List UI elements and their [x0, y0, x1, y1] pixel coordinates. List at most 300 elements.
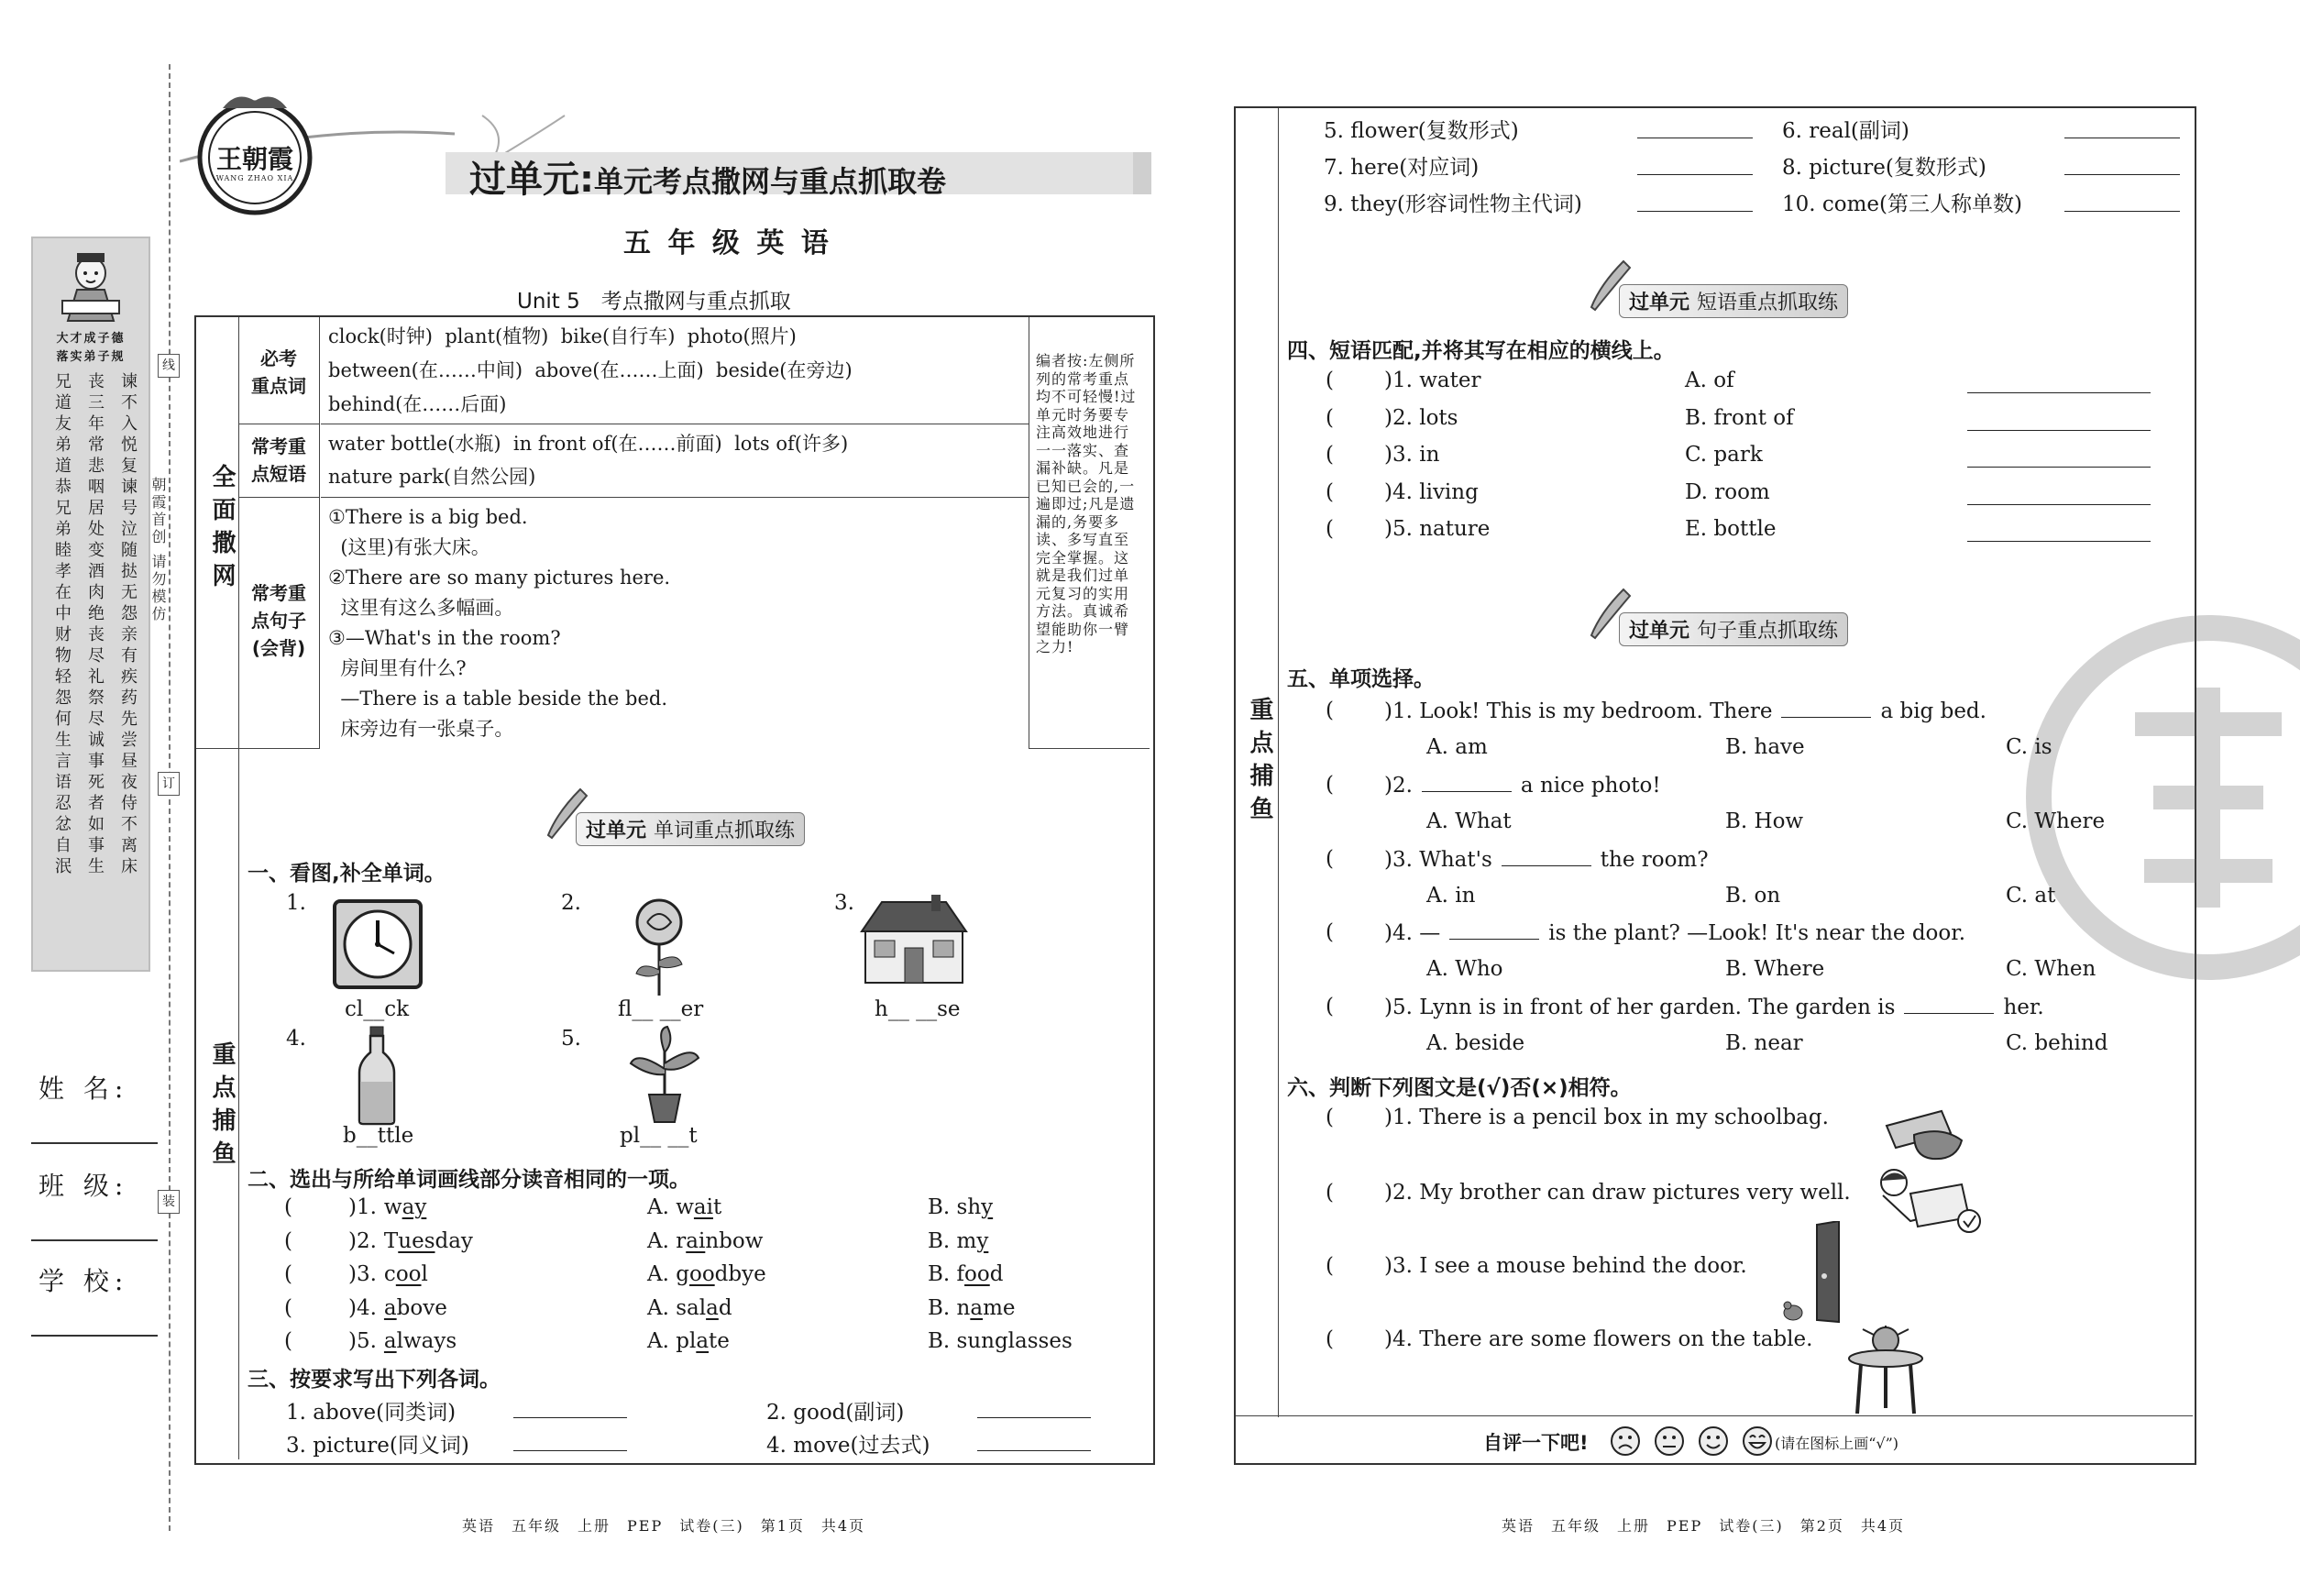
poem-char: 年 [88, 414, 105, 434]
s3-cont-item: 5. flower(复数形式) [1324, 119, 1519, 143]
s5-answer-slot[interactable] [1338, 773, 1381, 800]
cat-label-sentences: 常考重 点句子 (会背) [251, 582, 306, 659]
paren-open: ( [1326, 1327, 1334, 1351]
s5-option-c: C. behind [2006, 1031, 2108, 1056]
poem-char: 疾 [121, 667, 138, 687]
paren-open: ( [1326, 405, 1334, 430]
schoolbag-pencil-box-icon [1877, 1107, 1969, 1162]
s5-stem-post: a nice photo! [1520, 773, 1661, 798]
s4-option: C. park [1685, 443, 1763, 467]
s2-opt-a-post: d [718, 1295, 732, 1320]
s4-write-line[interactable] [1967, 430, 2151, 431]
s6-statement: )1. There is a pencil box in my schoolbag. [1384, 1106, 1829, 1129]
s3-cont-item: 8. picture(复数形式) [1782, 156, 1986, 180]
poem-char: 语 [55, 773, 72, 792]
s1-word: pl__ __t [620, 1124, 698, 1148]
s5-blank[interactable] [1422, 773, 1512, 792]
s5-stem-post: the room? [1600, 847, 1709, 872]
s4-row [1326, 369, 2151, 400]
s4-title: 四、短语匹配,并将其写在相应的横线上。 [1287, 339, 1675, 363]
poem-char: 不 [121, 393, 138, 413]
s1-word: h__ __se [875, 997, 961, 1021]
s2-word-pre: T [383, 1228, 399, 1253]
house-icon [854, 895, 974, 986]
poem-char: 怨 [121, 604, 138, 623]
neutral-face-icon[interactable] [1654, 1425, 1685, 1457]
poem-char: 友 [55, 414, 72, 434]
poem-char: 中 [55, 604, 72, 623]
s6-question [1326, 1327, 1876, 1359]
paren-open: ( [1326, 995, 1334, 1019]
s5-option-c: C. at [2006, 883, 2056, 908]
s5-option-b: B. on [1725, 883, 1781, 908]
s2-num: )1. [348, 1195, 377, 1219]
paren-open: ( [1326, 772, 1334, 797]
s2-word-underline: a [383, 1295, 397, 1320]
paren-open: ( [284, 1228, 292, 1253]
s6-answer-slot[interactable] [1338, 1327, 1381, 1355]
side-poem-panel [31, 237, 150, 972]
page-title [469, 150, 946, 203]
s2-opt-a-post: t [713, 1195, 722, 1219]
poem-char: 孝 [55, 562, 72, 581]
s6-answer-slot[interactable] [1338, 1254, 1381, 1282]
s4-option: D. room [1685, 479, 1770, 504]
poem-char: 夜 [121, 773, 138, 792]
poem-char: 自 [55, 836, 72, 855]
clock-icon [332, 898, 424, 990]
s2-opt-b-post: me [983, 1295, 1016, 1320]
s3-answer-10[interactable] [2064, 211, 2180, 212]
s2-answer-slot[interactable] [297, 1195, 341, 1223]
paren-open: ( [1326, 369, 1334, 392]
poem-char: 尝 [121, 731, 138, 750]
poem-char: 弟 [55, 435, 72, 455]
unit-title: Unit 5 考点撒网与重点抓取 [517, 290, 791, 314]
s2-answer-slot[interactable] [297, 1329, 341, 1357]
s1-num: 4. [286, 1027, 306, 1051]
s3-answer-2[interactable] [977, 1417, 1091, 1418]
s4-item: )4. living [1384, 479, 1479, 504]
s2-opt-a-underline: ai [686, 1228, 706, 1253]
brand-logo-text: 王朝霞 [215, 144, 293, 174]
poem-char: 丧 [88, 625, 105, 644]
poem-char: 悦 [121, 435, 138, 455]
s3-answer-7[interactable] [1637, 174, 1753, 175]
s1-num: 2. [561, 891, 581, 915]
s2-word-underline: oo [395, 1262, 422, 1286]
poem-char: 尽 [88, 710, 105, 729]
s2-num: )3. [348, 1262, 377, 1286]
s3-cont-item: 7. here(对应词) [1324, 156, 1480, 180]
s2-row [284, 1262, 1109, 1293]
s5-blank[interactable] [1781, 699, 1871, 718]
motto-line-1: 大才成子德 [56, 332, 126, 346]
s2-word [348, 1195, 426, 1219]
words-line-1: clock(时钟) plant(植物) bike(自行车) photo(照片) [328, 325, 797, 347]
s2-opt-a-pre: A. w [647, 1195, 694, 1219]
s2-option-a [647, 1229, 763, 1253]
paren-open: ( [1326, 443, 1334, 467]
poem-char: 忍 [55, 794, 72, 813]
s2-opt-b-pre: B. sh [928, 1195, 982, 1219]
s2-option-b [928, 1229, 988, 1253]
s2-opt-a-post: te [709, 1329, 730, 1353]
p2-banner2-main: 过单元 [1629, 292, 1690, 314]
s5-stem-post: her. [2003, 996, 2044, 1020]
paren-open: ( [284, 1195, 292, 1219]
phrases-line-2: nature park(自然公园) [328, 466, 536, 488]
s2-opt-a-underline: ai [693, 1195, 713, 1219]
s2-word-post: bove [396, 1295, 447, 1320]
s2-num: )2. [348, 1228, 377, 1253]
brand-logo-sub: WANG ZHAO XIA [215, 174, 294, 182]
p2-banner3-box [1619, 612, 1848, 646]
poem-char: 礼 [88, 667, 105, 687]
seal-bot: 装 [158, 1190, 180, 1214]
s5-option-c: C. Where [2006, 809, 2106, 833]
s4-item: )1. water [1384, 369, 1481, 392]
self-eval-label: 自评一下吧! [1483, 1432, 1589, 1454]
title-colon: : [579, 159, 594, 201]
s3-title: 三、按要求写出下列各词。 [248, 1368, 501, 1392]
s5-answer-slot[interactable] [1338, 920, 1381, 948]
s2-opt-b-pre: B. f [928, 1262, 965, 1286]
s2-option-a [647, 1195, 721, 1219]
s2-word [348, 1296, 447, 1320]
poem-char: 药 [121, 688, 138, 708]
s2-opt-a-post: nbow [705, 1228, 764, 1253]
s1-num: 1. [286, 891, 306, 915]
s4-answer-slot[interactable] [1338, 406, 1381, 434]
s6-title: 六、判断下列图文是(√)否(×)相符。 [1287, 1076, 1632, 1100]
seal-mid: 订 [158, 772, 180, 796]
phrases-line-1: water bottle(水瓶) in front of(在……前面) lots of(许多) [328, 433, 849, 455]
s5-stem [1384, 995, 2044, 1019]
s2-word [348, 1329, 457, 1353]
s5-question [1326, 699, 2169, 768]
s3-item: 4. move(过去式) [766, 1434, 930, 1458]
s6-answer-slot[interactable] [1338, 1181, 1381, 1208]
words-line-2: between(在……中间) above(在……上面) beside(在旁边) [328, 359, 853, 381]
school-label: 学 校: [39, 1266, 129, 1296]
poem-char: 丧 [88, 372, 105, 391]
s2-opt-a-pre: A. g [647, 1262, 689, 1286]
s5-stem-post: is the plant? —Look! It's near the door. [1548, 921, 1966, 946]
s2-option-b [928, 1296, 1015, 1320]
poem-char: 谏 [121, 372, 138, 391]
s3-item: 1. above(同类词) [286, 1401, 457, 1425]
poem-char: 谏 [121, 478, 138, 497]
s5-option-b: B. have [1725, 735, 1805, 759]
s3-answer-8[interactable] [2064, 174, 2180, 175]
s4-row [1326, 480, 2151, 512]
margin-mark: 朝霞首创 请勿模仿 [149, 477, 167, 624]
s2-num: )4. [348, 1295, 377, 1320]
poem-char: 轻 [55, 667, 72, 687]
s4-option: A. of [1685, 369, 1734, 392]
s2-opt-a-underline: a [696, 1329, 710, 1353]
s6-answer-slot[interactable] [1338, 1106, 1381, 1133]
s5-blank[interactable] [1904, 995, 1994, 1014]
poem-char: 处 [88, 520, 105, 539]
s2-row [284, 1296, 1109, 1327]
class-field[interactable] [31, 1239, 158, 1241]
poem-grid [53, 372, 139, 876]
s4-item: )2. lots [1384, 405, 1458, 430]
paren-open: ( [284, 1295, 292, 1320]
poem-char: 亲 [121, 625, 138, 644]
paren-open: ( [1326, 1181, 1334, 1205]
s2-word [348, 1229, 473, 1253]
poem-char: 泯 [55, 857, 72, 876]
s4-option: E. bottle [1685, 517, 1777, 541]
s2-opt-b-underline: y [976, 1228, 989, 1253]
poem-char: 恭 [55, 478, 72, 497]
page2-vertical-divider [1278, 108, 1279, 1417]
s4-row [1326, 443, 2151, 474]
s5-stem [1384, 699, 1986, 723]
poem-char: 有 [121, 646, 138, 666]
s4-item: )5. nature [1384, 517, 1491, 541]
s5-option-a: A. beside [1426, 1031, 1525, 1056]
poem-char: 物 [55, 646, 72, 666]
poem-char: 如 [88, 815, 105, 834]
sentence-line: 这里有这么多幅画。 [328, 597, 514, 619]
s5-stem-pre: )4. — [1384, 921, 1441, 946]
s2-word-underline: ues [398, 1228, 435, 1253]
s3-answer-3[interactable] [513, 1450, 627, 1451]
s5-answer-slot[interactable] [1338, 699, 1381, 726]
p1-banner-sub: 单词重点抓取练 [654, 820, 796, 842]
sentence-line: 房间里有什么? [328, 657, 467, 679]
paren-open: ( [1326, 920, 1334, 945]
poem-char: 三 [88, 393, 105, 413]
s4-row [1326, 406, 2151, 437]
sentence-line: ③—What's in the room? [328, 627, 561, 649]
s6-statement: )2. My brother can draw pictures very well. [1384, 1181, 1851, 1205]
s2-option-a [647, 1296, 732, 1320]
poem-char: 酒 [88, 562, 105, 581]
s2-answer-slot[interactable] [297, 1262, 341, 1290]
s2-opt-b-underline: a [970, 1295, 984, 1320]
s5-question [1326, 920, 2169, 990]
p1-banner-main: 过单元 [586, 820, 647, 842]
s5-stem-post: a big bed. [1880, 699, 1986, 723]
s3-answer-4[interactable] [977, 1450, 1091, 1451]
s2-answer-slot[interactable] [297, 1296, 341, 1324]
p1-vertical-label: 重点捕鱼 [208, 1041, 236, 1173]
p2-banner3-main: 过单元 [1629, 620, 1690, 643]
paren-open: ( [284, 1329, 292, 1353]
s4-answer-slot[interactable] [1338, 443, 1381, 470]
s2-option-b [928, 1262, 1003, 1286]
s5-stem-pre: )2. [1384, 773, 1413, 798]
s5-stem-pre: )5. Lynn is in front of her garden. The garden is [1384, 996, 1896, 1020]
poem-char: 财 [55, 625, 72, 644]
s5-option-b: B. near [1725, 1031, 1803, 1056]
page1-footer: 英语 五年级 上册 PEP 试卷(三) 第1页 共4页 [462, 1517, 866, 1535]
s2-opt-b-pre: B. n [928, 1295, 971, 1320]
s1-num: 5. [561, 1027, 581, 1051]
s6-question [1326, 1106, 1876, 1137]
s2-word-underline: a [383, 1329, 397, 1353]
s4-write-line[interactable] [1967, 504, 2151, 505]
paren-open: ( [1326, 517, 1334, 541]
s3-cont-item: 6. real(副词) [1782, 119, 1909, 143]
s2-opt-a-pre: A. pl [647, 1329, 697, 1353]
s5-title: 五、单项选择。 [1287, 667, 1435, 691]
s3-item: 2. good(副词) [766, 1401, 905, 1425]
s5-answer-slot[interactable] [1338, 847, 1381, 875]
s1-word: b__ttle [343, 1124, 414, 1148]
s5-stem-pre: )3. What's [1384, 847, 1492, 872]
p2-banner2-sub: 短语重点抓取练 [1697, 292, 1839, 314]
poem-char: 兄 [55, 499, 72, 518]
s2-word [348, 1262, 428, 1286]
s5-question [1326, 847, 2169, 917]
name-label: 姓 名: [39, 1073, 129, 1104]
school-field[interactable] [31, 1335, 158, 1337]
poem-char: 居 [88, 499, 105, 518]
s5-stem [1384, 773, 1661, 798]
s2-opt-a-pre: A. sal [647, 1295, 707, 1320]
poem-char: 号 [121, 499, 138, 518]
poem-char: 肉 [88, 583, 105, 602]
name-field[interactable] [31, 1142, 158, 1144]
poem-char: 诚 [88, 731, 105, 750]
poem-char: 咽 [88, 478, 105, 497]
s2-opt-b-pre: B. sunglasses [928, 1329, 1073, 1353]
s5-answer-slot[interactable] [1338, 995, 1381, 1022]
bottle-icon [354, 1025, 400, 1126]
paren-open: ( [1326, 1106, 1334, 1129]
poem-char: 悲 [88, 457, 105, 476]
s2-word-post: lways [396, 1329, 457, 1353]
poem-char: 祭 [88, 688, 105, 708]
smile-face-icon[interactable] [1698, 1425, 1729, 1457]
page2-bottom-divider [1236, 1415, 2193, 1416]
s2-option-a [647, 1262, 766, 1286]
poem-char: 事 [88, 752, 105, 771]
poem-char: 先 [121, 710, 138, 729]
s6-statement: )3. I see a mouse behind the door. [1384, 1254, 1747, 1278]
s2-word-pre: w [383, 1195, 402, 1219]
s5-blank[interactable] [1449, 920, 1539, 940]
s2-opt-a-post: dbye [714, 1262, 766, 1286]
poem-char: 尽 [88, 646, 105, 666]
subject-title: 五 年 级 英 语 [623, 227, 832, 259]
poem-char: 泣 [121, 520, 138, 539]
poem-char: 挞 [121, 562, 138, 581]
p2-vertical-label: 重点捕鱼 [1246, 697, 1273, 829]
s4-write-line[interactable] [1967, 392, 2151, 393]
s2-row [284, 1195, 1109, 1227]
p1-vertical-cell [196, 748, 239, 1459]
sad-face-icon[interactable] [1610, 1425, 1641, 1457]
s3-answer-1[interactable] [513, 1417, 627, 1418]
s2-opt-a-underline: a [706, 1295, 719, 1320]
poem-char: 生 [55, 731, 72, 750]
plant-icon [623, 1023, 706, 1124]
s4-write-line[interactable] [1967, 541, 2151, 542]
s5-question [1326, 773, 2169, 842]
title-sub: 单元考点撒网与重点抓取卷 [594, 164, 947, 199]
sentence-line: ②There are so many pictures here. [328, 567, 671, 589]
s5-option-a: A. Who [1426, 957, 1503, 982]
s2-opt-b-underline: y [981, 1195, 994, 1219]
s5-option-b: B. How [1725, 809, 1804, 833]
poem-char: 者 [88, 794, 105, 813]
s2-answer-slot[interactable] [297, 1229, 341, 1257]
poem-char: 入 [121, 414, 138, 434]
s5-option-c: C. When [2006, 957, 2096, 982]
poem-char: 道 [55, 457, 72, 476]
class-label: 班 级: [39, 1171, 129, 1201]
motto-line-2: 落实弟子规 [56, 350, 126, 364]
seal-top: 线 [158, 354, 180, 378]
s2-opt-b-post: d [989, 1262, 1004, 1286]
s5-option-a: A. What [1426, 809, 1512, 833]
s2-title: 二、选出与所给单词画线部分读音相同的一项。 [248, 1168, 690, 1192]
s2-row [284, 1329, 1109, 1360]
s2-opt-b-pre: B. m [928, 1228, 977, 1253]
s4-write-line[interactable] [1967, 467, 2151, 468]
flower-icon [627, 897, 691, 997]
p2-banner2-box [1619, 284, 1848, 318]
s2-option-b [928, 1195, 993, 1219]
poem-char: 随 [121, 541, 138, 560]
poem-char: 复 [121, 457, 138, 476]
poem-char: 忿 [55, 815, 72, 834]
poem-char: 常 [88, 435, 105, 455]
s5-stem [1384, 847, 1709, 872]
poem-char: 床 [121, 857, 138, 876]
poem-char: 不 [121, 815, 138, 834]
sentences-block [328, 502, 670, 744]
s3-cont-item: 9. they(形容词性物主代词) [1324, 193, 1582, 216]
s2-num: )5. [348, 1329, 377, 1353]
sentence-line: (这里)有张大床。 [328, 536, 490, 558]
poem-char: 死 [88, 773, 105, 792]
s1-word: cl__ck [345, 997, 410, 1021]
poem-char: 昼 [121, 752, 138, 771]
laugh-face-icon[interactable] [1742, 1425, 1773, 1457]
s4-answer-slot[interactable] [1338, 480, 1381, 508]
s1-num: 3. [834, 891, 854, 915]
s3-cont-item: 10. come(第三人称单数) [1782, 193, 2022, 216]
paren-open: ( [1326, 479, 1334, 504]
table-flowers-icon [1844, 1326, 1927, 1417]
s3-answer-9[interactable] [1637, 211, 1753, 212]
s4-answer-slot[interactable] [1338, 369, 1381, 396]
s2-opt-b-underline: oo [964, 1262, 990, 1286]
paren-open: ( [284, 1262, 292, 1286]
s5-option-b: B. Where [1725, 957, 1825, 982]
s5-question [1326, 995, 2169, 1064]
poem-char: 在 [55, 583, 72, 602]
poem-char: 睦 [55, 541, 72, 560]
binding-line [169, 64, 171, 1531]
p2-banner3-sub: 句子重点抓取练 [1697, 620, 1839, 643]
sentence-line: 床旁边有一张桌子。 [328, 718, 514, 740]
s4-answer-slot[interactable] [1338, 517, 1381, 545]
s5-blank[interactable] [1502, 847, 1591, 866]
poem-char: 事 [88, 836, 105, 855]
cat-label-phrases: 常考重 点短语 [251, 435, 306, 485]
s1-word: fl__ __er [618, 997, 704, 1021]
poem-char: 变 [88, 541, 105, 560]
